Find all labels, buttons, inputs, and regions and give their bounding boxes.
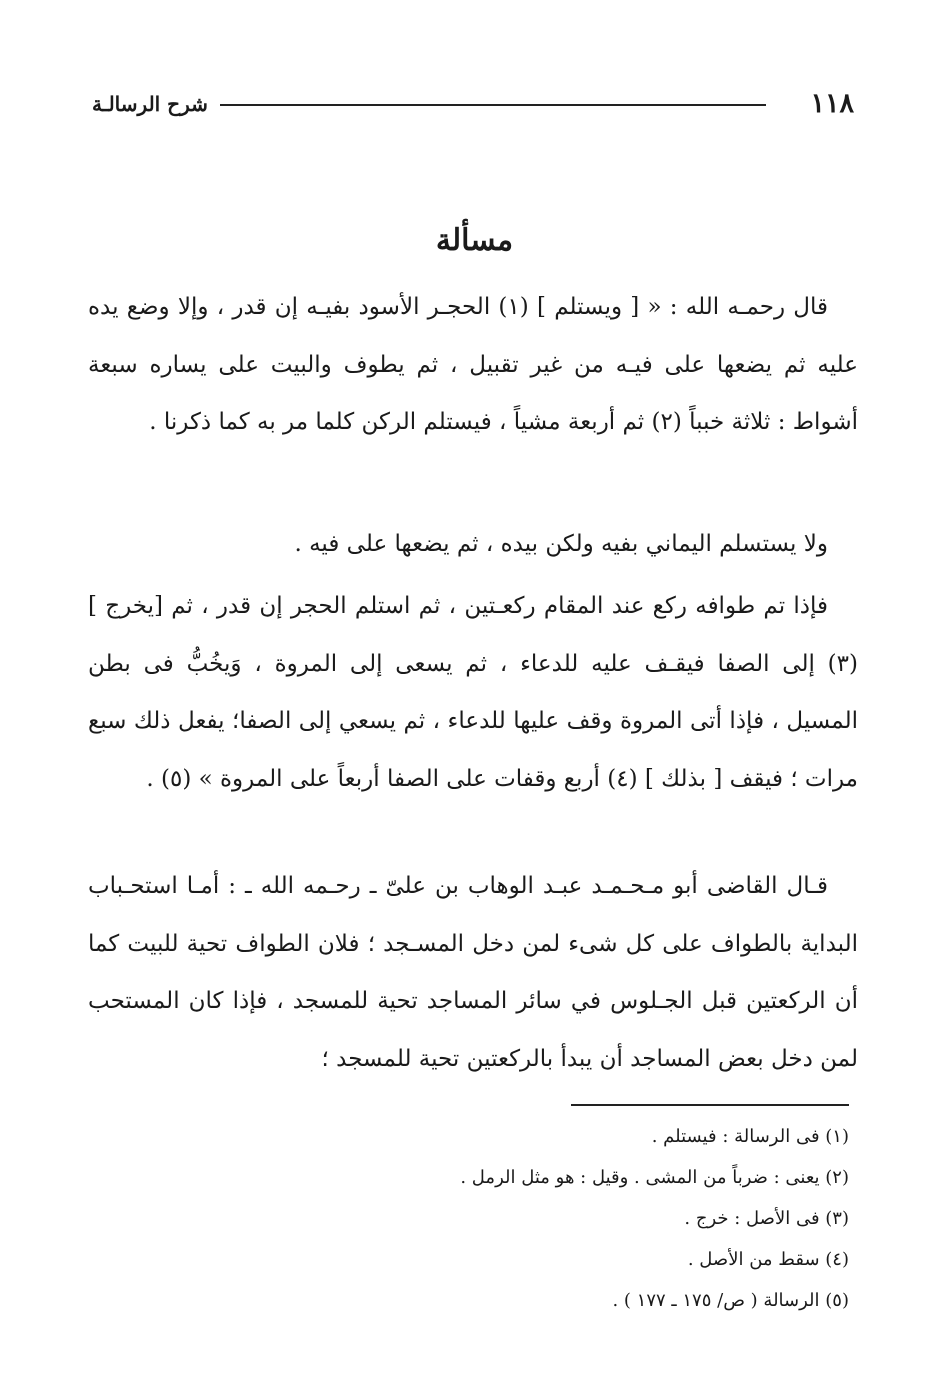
paragraph-3 bbox=[88, 578, 858, 808]
header-rule bbox=[220, 104, 766, 106]
footnote-4: (٤) سقط من الأصل . bbox=[687, 1249, 849, 1270]
footnote-5: (٥) الرسالة ( ص/ ١٧٥ ـ ١٧٧ ) . bbox=[612, 1290, 849, 1311]
paragraph-2 bbox=[88, 516, 858, 574]
book-title: شرح الرسالـة bbox=[92, 92, 208, 116]
page-number: ١١٨ bbox=[810, 88, 854, 119]
footnote-2: (٢) يعنى : ضرباً من المشى . وقيل : هو مثل الرمل . bbox=[460, 1167, 849, 1188]
paragraph-4 bbox=[88, 858, 858, 1088]
paragraph-text: ولا يستسلم اليماني بفيه ولكن بيده ، ثم يضعها على فيه . bbox=[294, 531, 828, 557]
footnote-rule bbox=[571, 1104, 849, 1106]
paragraph-text: قـال القاضى أبو مـحـمـد عبـد الوهاب بن علىّ ـ رحـمه الله ـ : أمـا استحـباب البداية بالطواف على كل شىء لمن دخل المسـجد ؛ فلان الطواف تحية للبيت كما أن الركعتين قبل الجـلوس في سائر المساجد تحية للمسجد ، فإذا كان المستحب لمن دخل بعض المساجد أن يبدأ بالركعتين تحية للمسجد ؛ bbox=[88, 873, 858, 1072]
section-heading: مسألة bbox=[435, 223, 514, 258]
running-header bbox=[92, 86, 854, 122]
paragraph-1 bbox=[88, 279, 858, 452]
paragraph-text: قال رحمـه الله : « [ ويستلم ] (١) الحجـر الأسود بفيـه إن قدر ، وإلا وضع يده عليه ثم يضعها على فيـه من غير تقبيل ، ثم يطوف والبيت على يساره سبعة أشواط : ثلاثة خبباً (٢) ثم أربعة مشياً ، فيستلم الركن كلما مر به كما ذكرنا . bbox=[88, 294, 858, 435]
footnotes bbox=[149, 1116, 849, 1321]
footnote-1: (١) فى الرسالة : فيستلم . bbox=[651, 1126, 849, 1147]
paragraph-text: فإذا تم طوافه ركع عند المقام ركعـتين ، ثم استلم الحجر إن قدر ، ثم [يخرج ](٣) إلى الصفا فيقـف عليه للدعاء ، ثم يسعى إلى المروة ، وَيخُبُّ فى بطن المسيل ، فإذا أتى المروة وقف عليها للدعاء ، ثم يسعي إلى الصفا؛ يفعل ذلك سبع مرات ؛ فيقف [ بذلك ] (٤) أربع وقفات على الصفا أربعاً على المروة » (٥) . bbox=[88, 593, 858, 792]
footnote-3: (٣) فى الأصل : خرج . bbox=[684, 1208, 849, 1229]
